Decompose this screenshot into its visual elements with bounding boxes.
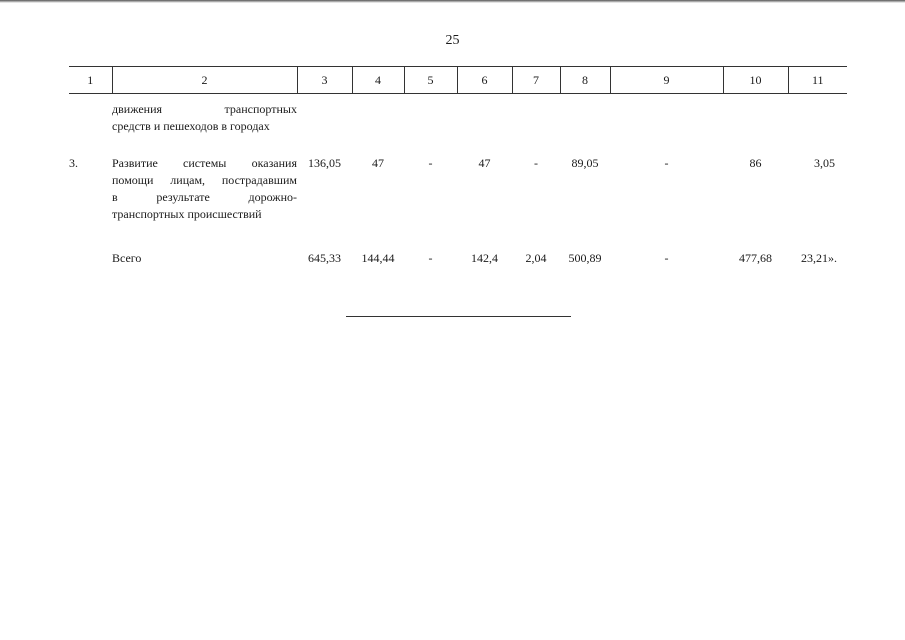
column-header: 2 (112, 67, 297, 94)
column-header: 10 (723, 67, 788, 94)
row-description (112, 135, 297, 223)
column-header: 8 (560, 67, 610, 94)
description-line: транспортных происшествий (112, 207, 262, 221)
value-cell: 23,21». (801, 251, 837, 265)
column-header: 9 (610, 67, 723, 94)
table-row (69, 135, 847, 223)
page-number: 25 (445, 33, 460, 48)
value-cell: 86 (749, 156, 762, 170)
value-cell: 47 (372, 156, 384, 170)
table-row-total (69, 223, 847, 267)
value-cell: 3,05 (814, 156, 835, 170)
description-line: Развитие системы оказания (112, 156, 297, 170)
footer-rule (346, 316, 571, 317)
description-line: средств и пешеходов в городах (112, 119, 270, 133)
row-number (69, 94, 112, 136)
value-cell: 144,44 (361, 251, 395, 265)
row-number: 3. (69, 156, 78, 170)
column-header: 1 (69, 67, 112, 94)
value-cell: - (534, 156, 538, 170)
value-cell: - (664, 251, 669, 265)
column-number-row (69, 67, 847, 94)
description-line: помощи лицам, пострадавшим (112, 173, 297, 187)
value-cell: 142,4 (471, 251, 498, 265)
column-header: 3 (297, 67, 352, 94)
row-number (69, 223, 112, 267)
column-header: 7 (512, 67, 560, 94)
scan-edge (0, 0, 905, 3)
description-line: в результате дорожно- (112, 190, 297, 204)
value-cell: - (664, 156, 669, 170)
column-header: 6 (457, 67, 512, 94)
description-line: Всего (112, 251, 142, 265)
value-cell: 89,05 (571, 156, 599, 170)
value-cell: 2,04 (525, 251, 547, 265)
column-header: 4 (352, 67, 404, 94)
table-row-continuation (69, 94, 847, 136)
data-table (69, 66, 847, 267)
column-header: 5 (404, 67, 457, 94)
row-description (112, 94, 297, 136)
value-cell: - (428, 156, 433, 170)
value-cell: 47 (478, 156, 491, 170)
value-cell: - (428, 251, 433, 265)
value-cell: 500,89 (568, 251, 602, 265)
column-header: 11 (788, 67, 847, 94)
row-description (112, 223, 297, 267)
value-cell: 136,05 (308, 156, 341, 170)
value-cell: 477,68 (739, 251, 772, 265)
value-cell: 645,33 (308, 251, 341, 265)
description-line: движения транспортных (112, 102, 297, 116)
